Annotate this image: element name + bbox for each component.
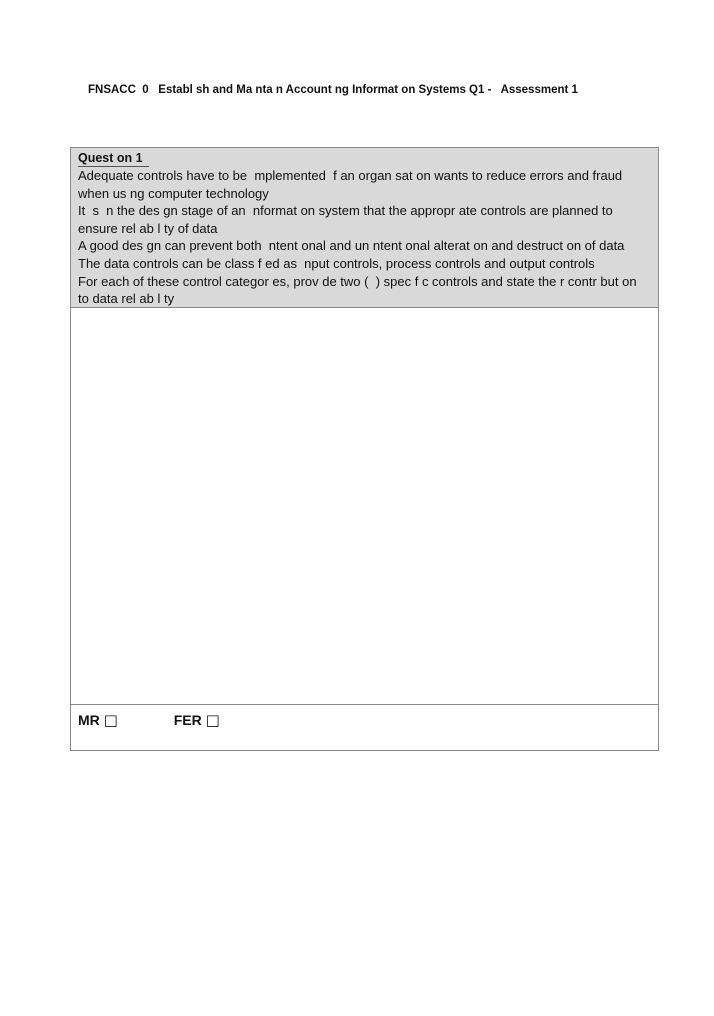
answer-area[interactable]	[71, 308, 658, 705]
question-line: Adequate controls have to be mplemented f an organ sat on wants to reduce errors and fraud	[78, 168, 623, 183]
mr-checkbox-group[interactable]	[78, 711, 118, 729]
question-line: The data controls can be class f ed as nput controls, process controls and output controls	[78, 255, 595, 271]
fer-label: FER	[173, 712, 202, 728]
assessment-result-row	[71, 705, 658, 750]
question-line: ensure rel ab l ty of data	[78, 220, 218, 236]
question-line: It s n the des gn stage of an nformat on system that the appropr ate controls are planned to	[78, 203, 613, 219]
question-line: to data rel ab l ty	[78, 291, 175, 307]
document-header: FNSACC 0 Establ sh and Ma nta n Account ng Informat on Systems Q1 - Assessment 1	[88, 84, 578, 96]
mr-label: MR	[78, 712, 100, 728]
fer-checkbox[interactable]: □	[205, 711, 220, 729]
question-cell	[71, 148, 658, 308]
question-line: A good des gn can prevent both ntent onal and un ntent onal alterat on and destruct on of data	[78, 238, 625, 254]
question-line: when us ng computer technology	[78, 185, 269, 201]
question-line: For each of these control categor es, prov de two ( ) spec f c controls and state the r contr but on	[78, 273, 637, 289]
question-table	[70, 147, 659, 751]
mr-checkbox[interactable]: □	[103, 711, 118, 729]
question-title: Quest on 1	[78, 151, 149, 167]
fer-checkbox-group[interactable]	[174, 711, 220, 729]
